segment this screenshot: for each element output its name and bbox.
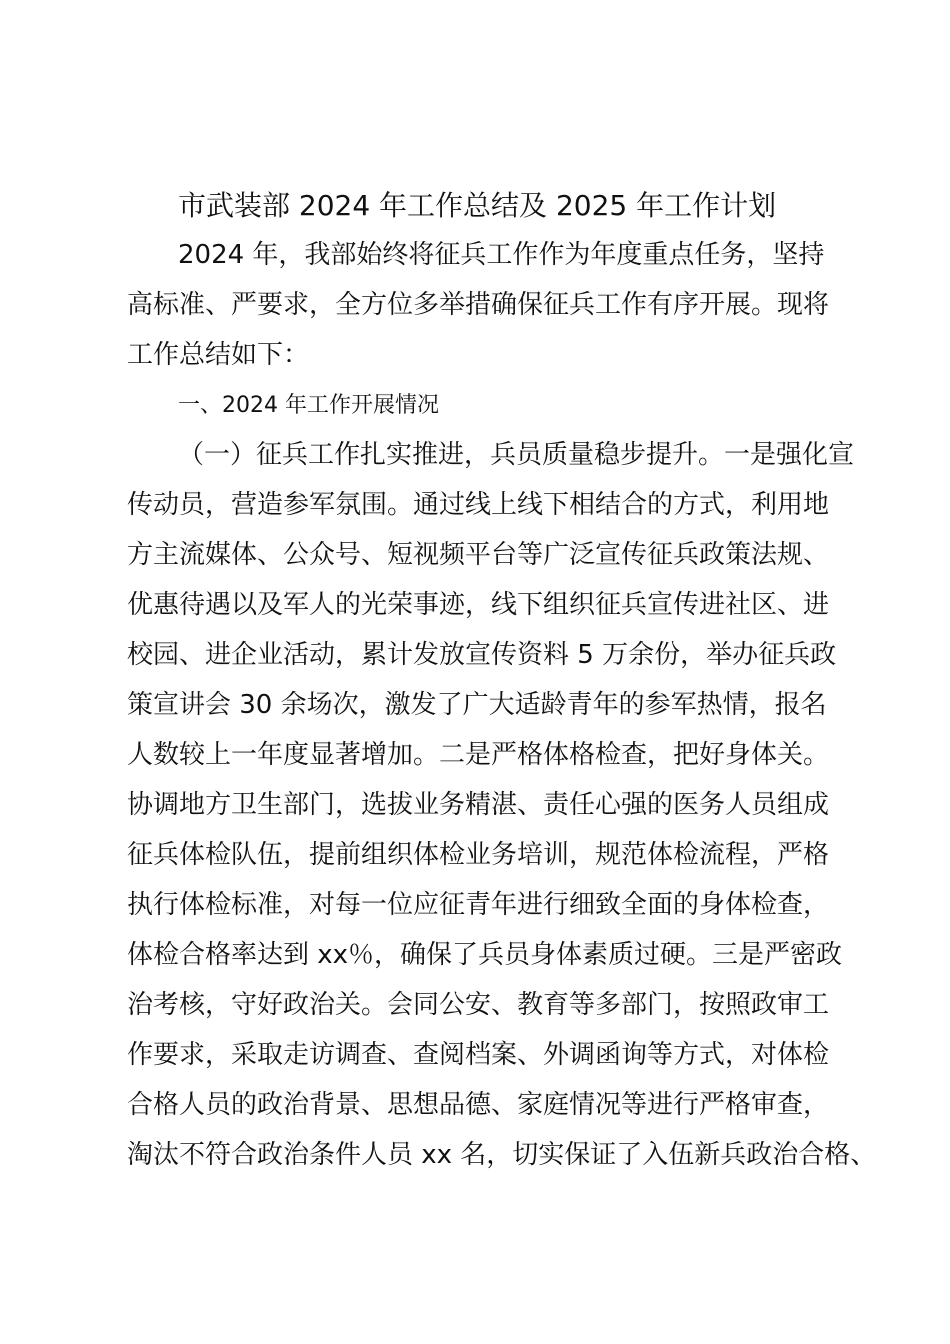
paragraph-line-14: 合格人员的政治背景、思想品德、家庭情况等进行严格审查， — [127, 1090, 830, 1120]
paragraph-line-5: 校园、进企业活动，累计发放宣传资料 5 万余份，举办征兵政 — [127, 640, 837, 670]
paragraph-line-2: 传动员，营造参军氛围。通过线上线下相结合的方式，利用地 — [127, 490, 830, 520]
paragraph-line-12: 治考核，守好政治关。会同公安、教育等多部门，按照政审工 — [127, 990, 830, 1020]
paragraph-line-3: 方主流媒体、公众号、短视频平台等广泛宣传征兵政策法规、 — [127, 540, 830, 570]
paragraph-line-11: 体检合格率达到 xx％，确保了兵员身体素质过硬。三是严密政 — [127, 940, 843, 970]
intro-line-2: 高标准、严要求，全方位多举措确保征兵工作有序开展。现将 — [127, 290, 830, 320]
paragraph-line-15: 淘汰不符合政治条件人员 xx 名，切实保证了入伍新兵政治合格、 — [127, 1140, 877, 1170]
paragraph-line-6: 策宣讲会 30 余场次，激发了广大适龄青年的参军热情，报名 — [127, 690, 827, 720]
paragraph-line-1: （一）征兵工作扎实推进，兵员质量稳步提升。一是强化宣 — [178, 440, 855, 470]
paragraph-line-4: 优惠待遇以及军人的光荣事迹，线下组织征兵宣传进社区、进 — [127, 590, 830, 620]
intro-line-3: 工作总结如下： — [127, 340, 310, 370]
intro-line-1: 2024 年，我部始终将征兵工作作为年度重点任务，坚持 — [178, 240, 825, 270]
paragraph-line-9: 征兵体检队伍，提前组织体检业务培训，规范体检流程，严格 — [127, 840, 830, 870]
paragraph-line-10: 执行体检标准，对每一位应征青年进行细致全面的身体检查， — [127, 890, 830, 920]
section-heading: 一、2024 年工作开展情况 — [178, 393, 439, 418]
paragraph-line-8: 协调地方卫生部门，选拔业务精湛、责任心强的医务人员组成 — [127, 790, 830, 820]
paragraph-line-13: 作要求，采取走访调查、查阅档案、外调函询等方式，对体检 — [127, 1040, 830, 1070]
document-title: 市武装部 2024 年工作总结及 2025 年工作计划 — [178, 189, 777, 222]
paragraph-line-7: 人数较上一年度显著增加。二是严格体格检查，把好身体关。 — [127, 740, 830, 770]
